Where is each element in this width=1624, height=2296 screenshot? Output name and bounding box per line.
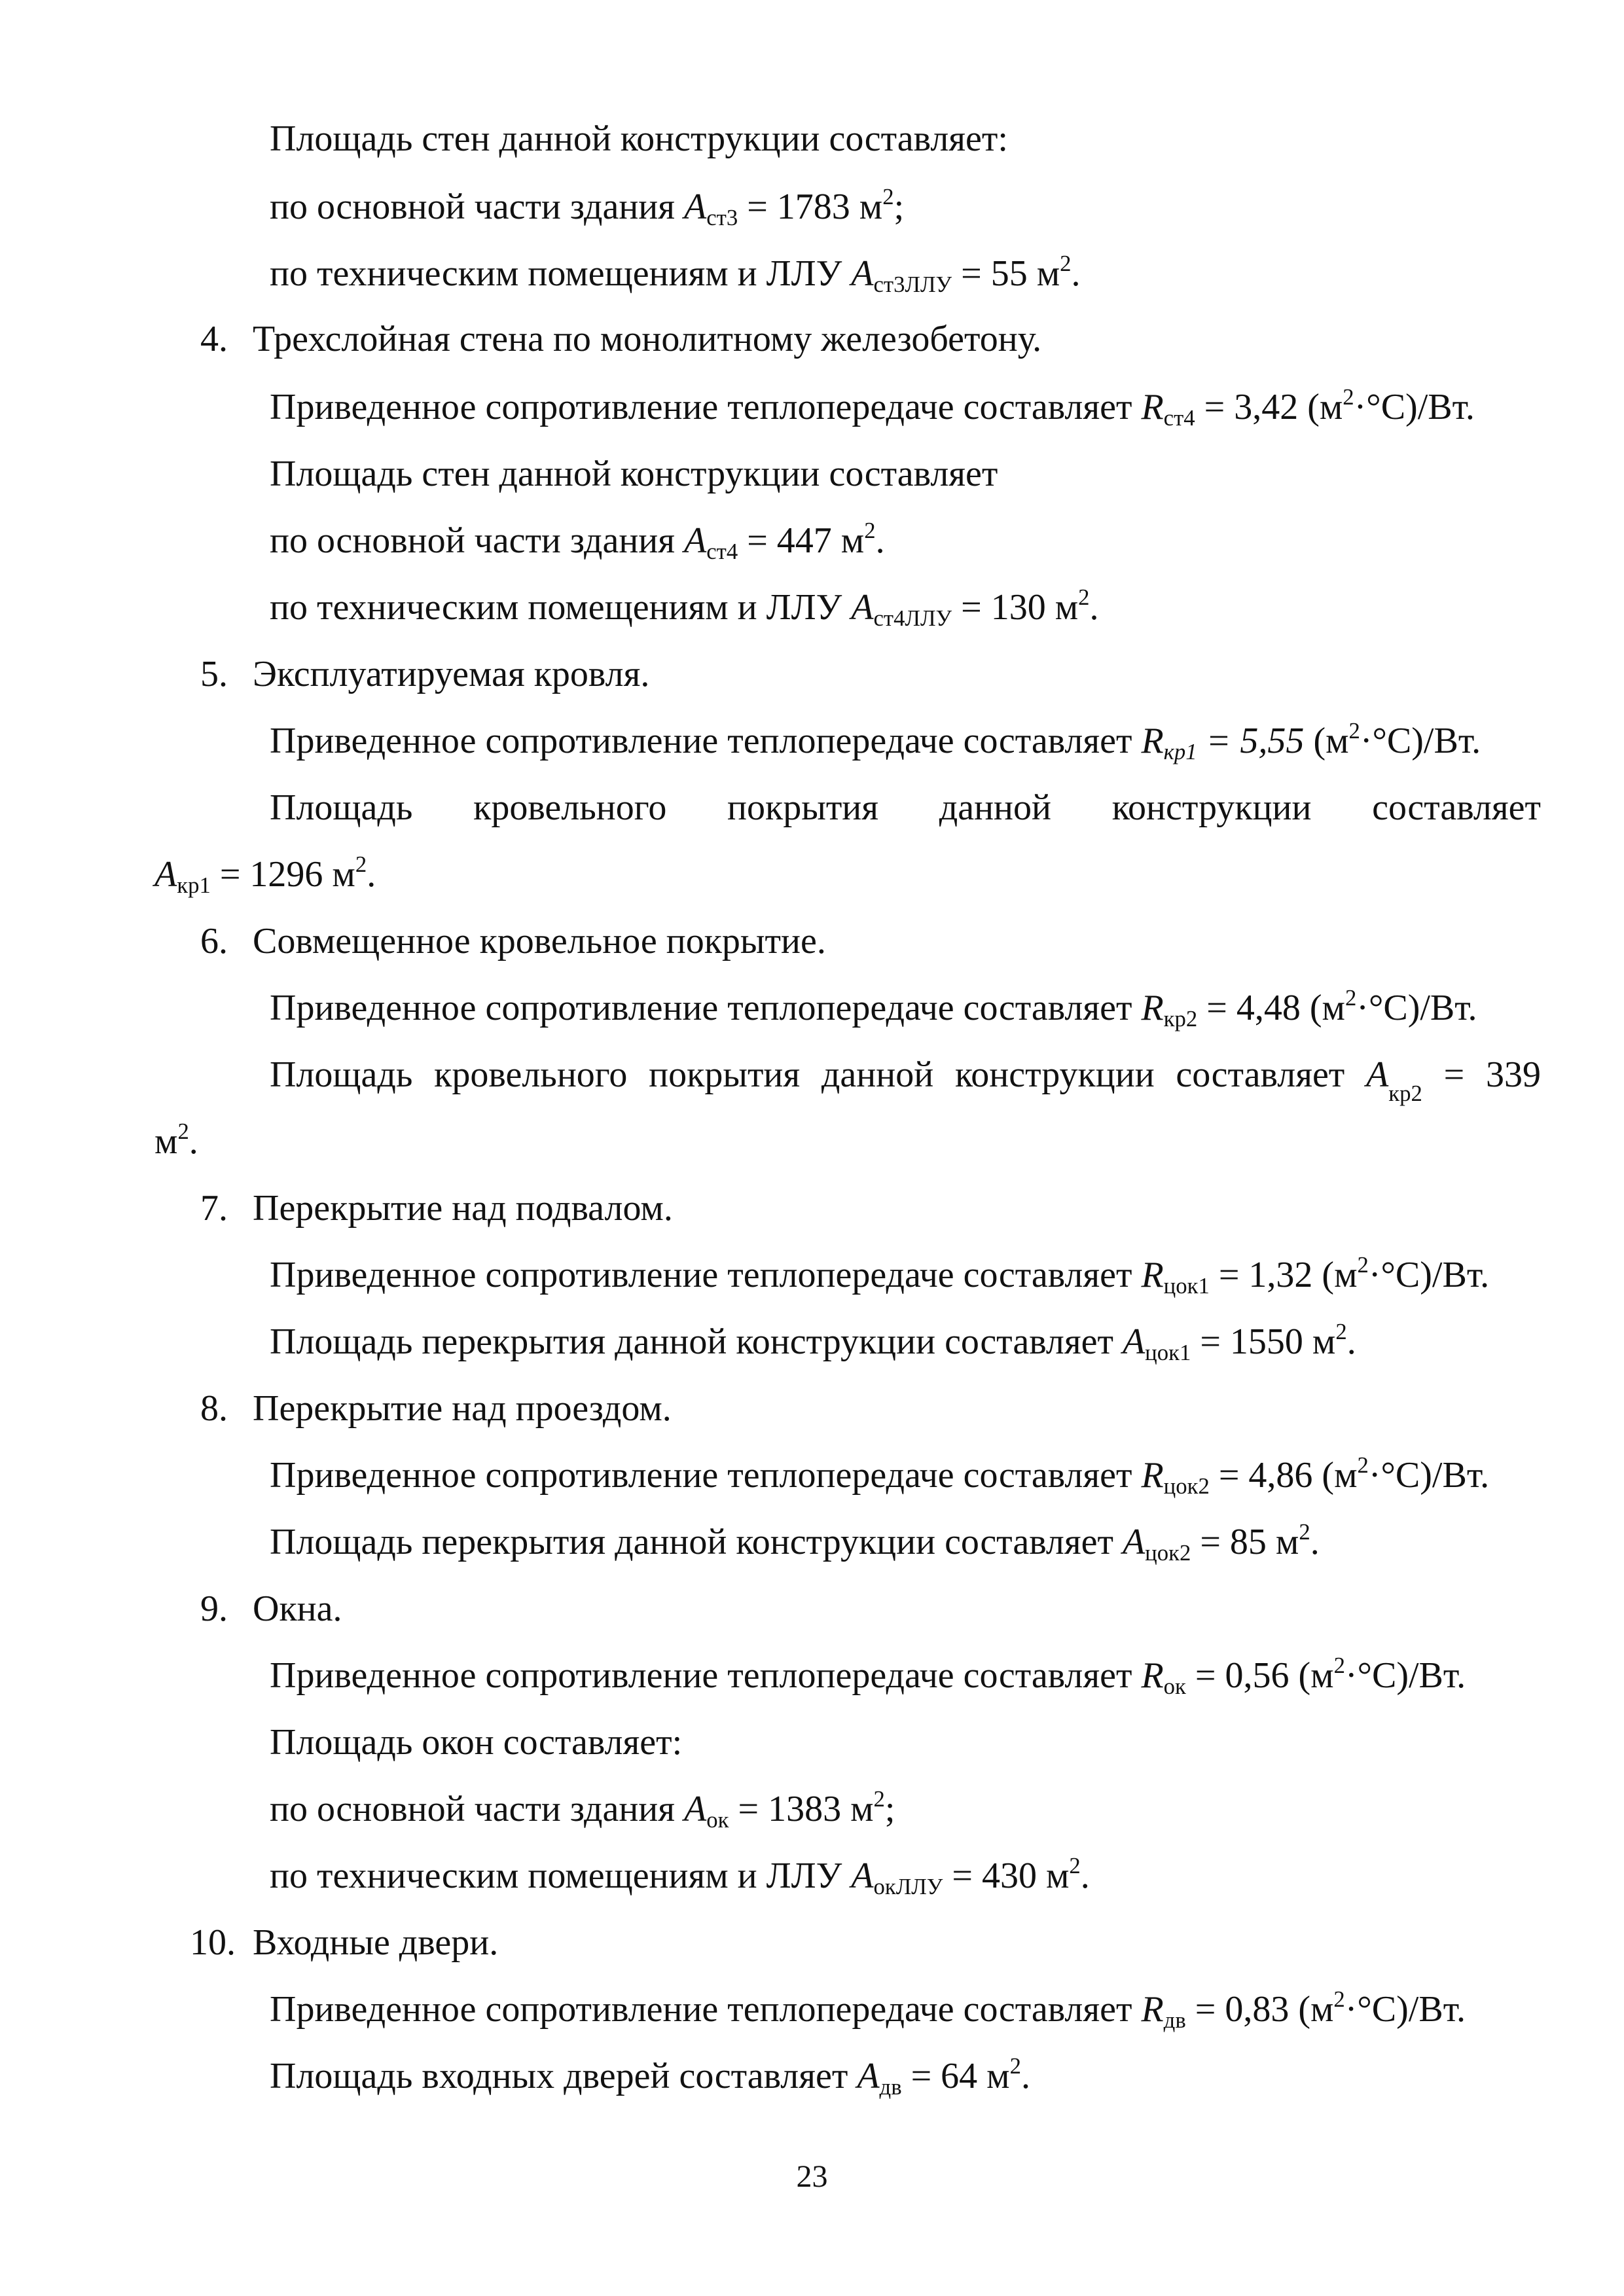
list-item	[200, 318, 1444, 360]
paragraph-line: Площадь перекрытия данной конструкции составляет $A_{цок2} = 85$ $м^2$.	[270, 1519, 1320, 1566]
paragraph-line: Площадь стен данной конструкции составляет	[270, 454, 998, 494]
formula: $A_{кр2}$	[1366, 1054, 1422, 1106]
word: составляет	[1176, 1054, 1345, 1095]
list-number: 9.	[200, 1588, 228, 1629]
word: покрытия	[649, 1054, 801, 1095]
paragraph-line: Площадь окон составляет:	[270, 1722, 683, 1763]
paragraph-line: $м^2$.	[154, 1119, 198, 1162]
word: покрытия	[727, 787, 879, 828]
paragraph-line: по техническим помещениям и ЛЛУ $A_{ст4ЛЛУ} = 130$ $м^2$.	[270, 584, 1099, 631]
justified-line	[270, 1054, 1541, 1106]
list-number: 5.	[200, 654, 228, 694]
word: кровельного	[473, 787, 667, 828]
justified-line	[270, 787, 1541, 829]
list-item	[190, 1922, 1434, 1964]
list-item-text: Входные двери.	[253, 1922, 499, 1963]
paragraph-line: по техническим помещениям и ЛЛУ $A_{ст3ЛЛУ} = 55$ $м^2$.	[270, 251, 1081, 297]
list-item	[200, 920, 1444, 962]
list-number: 8.	[200, 1388, 228, 1429]
page-number: 23	[796, 2159, 828, 2194]
word: 339	[1485, 1054, 1541, 1095]
list-item-text: Перекрытие над подвалом.	[253, 1188, 673, 1229]
word: данной	[939, 787, 1051, 828]
list-item	[200, 1388, 1444, 1429]
list-number: 4.	[200, 319, 228, 359]
word: конструкции	[1111, 787, 1312, 828]
word: составляет	[1372, 787, 1541, 828]
paragraph-line: Площадь входных дверей составляет $A_{дв} = 64$ $м^2$.	[270, 2053, 1030, 2100]
word: Площадь	[270, 787, 413, 828]
list-number: 6.	[200, 921, 228, 961]
paragraph-line: по основной части здания $A_{ок} = 1383$ $м^2$;	[270, 1786, 895, 1833]
paragraph-line: $A_{кр1} = 1296$ $м^2$.	[154, 852, 376, 898]
list-number: 7.	[200, 1188, 228, 1229]
word: =	[1443, 1054, 1465, 1095]
paragraph-line: по техническим помещениям и ЛЛУ $A_{окЛЛУ} = 430$ $м^2$.	[270, 1853, 1090, 1899]
word: кровельного	[434, 1054, 628, 1095]
list-item	[200, 653, 1444, 695]
word: данной	[821, 1054, 934, 1095]
list-item	[200, 1588, 1444, 1630]
paragraph-line: по основной части здания $A_{ст3} = 1783$ $м^2$;	[270, 184, 905, 230]
list-item-text: Совмещенное кровельное покрытие.	[253, 921, 826, 961]
paragraph-line: Приведенное сопротивление теплопередаче составляет $R_{цок1} = 1,32$ $(м^2\cdot^\circ С)/Вт$.	[270, 1252, 1490, 1299]
word: Площадь	[270, 1054, 413, 1095]
list-item-text: Эксплуатируемая кровля.	[253, 654, 650, 694]
paragraph-line: Площадь стен данной конструкции составляет:	[270, 118, 1008, 159]
paragraph-line: по основной части здания $A_{ст4} = 447$ $м^2$.	[270, 518, 885, 564]
paragraph-line: Площадь перекрытия данной конструкции составляет $A_{цок1} = 1550$ $м^2$.	[270, 1319, 1356, 1365]
list-number: 10.	[190, 1922, 236, 1963]
paragraph-line: Приведенное сопротивление теплопередаче составляет $R_{цок2} = 4,86$ $(м^2\cdot^\circ С)/Вт$.	[270, 1452, 1490, 1499]
paragraph-line: Приведенное сопротивление теплопередаче составляет $R_{кр1} = 5,55$ $(м^2\cdot^\circ С)/Вт$.	[270, 718, 1481, 764]
paragraph-line: Приведенное сопротивление теплопередаче составляет $R_{кр2} = 4,48$ $(м^2\cdot^\circ С)/Вт$.	[270, 985, 1477, 1031]
list-item-text: Окна.	[253, 1588, 342, 1629]
list-item-text: Трехслойная стена по монолитному железобетону.	[253, 319, 1042, 359]
list-item-text: Перекрытие над проездом.	[253, 1388, 672, 1429]
paragraph-line: Приведенное сопротивление теплопередаче составляет $R_{ок} = 0,56$ $(м^2\cdot^\circ С)/Вт$.	[270, 1653, 1466, 1699]
word: конструкции	[954, 1054, 1155, 1095]
list-item	[200, 1187, 1444, 1229]
paragraph-line: Приведенное сопротивление теплопередаче составляет $R_{дв} = 0,83$ $(м^2\cdot^\circ С)/Вт$.	[270, 1986, 1466, 2033]
paragraph-line: Приведенное сопротивление теплопередаче составляет $R_{ст4} = 3,42$ $(м^2\cdot^\circ С)/Вт$.	[270, 384, 1475, 431]
